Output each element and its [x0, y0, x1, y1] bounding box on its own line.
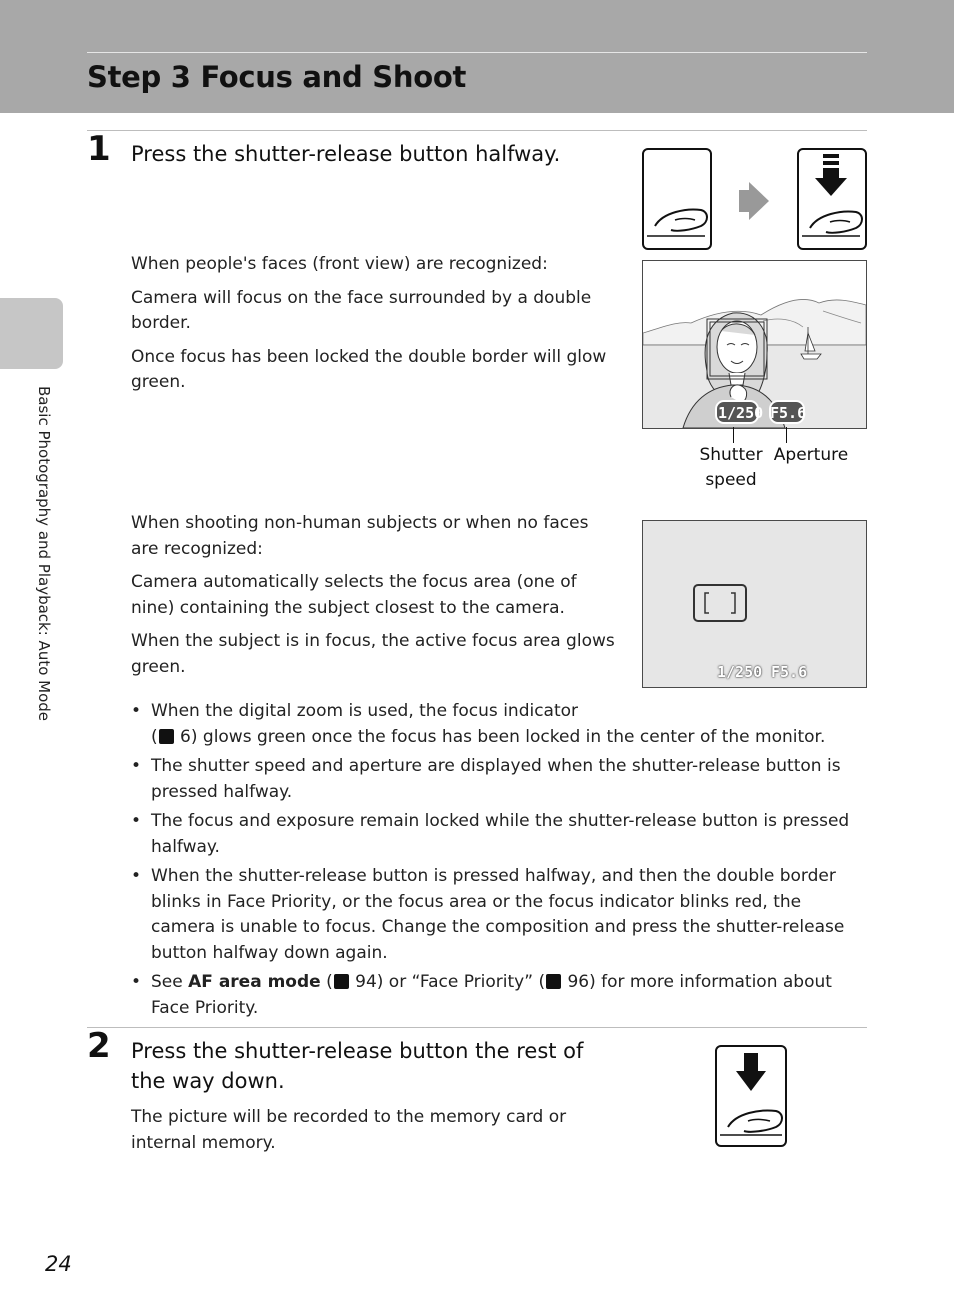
- face-shutter-readout: 1/250: [718, 404, 764, 422]
- header-band: [0, 0, 954, 113]
- note-1-text-a: When the digital zoom is used, the focus indicator: [151, 701, 579, 721]
- step2-number: 2: [87, 1026, 111, 1066]
- note-digital-zoom: [131, 699, 866, 750]
- page-title: Step 3 Focus and Shoot: [87, 60, 467, 94]
- nonface-shutter-readout: 1/250: [717, 663, 763, 681]
- button-full-press-icon: [714, 1045, 788, 1149]
- step2-body: The picture will be recorded to the memory card or internal memory.: [131, 1107, 567, 1153]
- aperture-caption: Aperture: [773, 445, 849, 465]
- note-5-text-a: See: [151, 972, 189, 992]
- note-focus-lock: • The focus and exposure remain locked while the shutter-release button is pressed halfway.: [131, 809, 866, 860]
- step2-heading: [131, 1036, 631, 1096]
- face-monitor-figure: [642, 260, 867, 429]
- portrait-scene-image: [643, 261, 866, 428]
- shutter-caption-line-2: speed: [705, 470, 757, 490]
- note-1-text-b: (: [151, 726, 158, 747]
- header-rule: [87, 52, 867, 53]
- faces-line-1: When people's faces (front view) are recognized:: [131, 254, 548, 274]
- page-reference-icon: [546, 974, 561, 989]
- faces-line-3: Once focus has been locked the double border will glow green.: [131, 346, 607, 392]
- nonface-line-3: When the subject is in focus, the active focus area glows green.: [131, 631, 615, 677]
- shutter-speed-caption: [688, 443, 774, 493]
- face-aperture-readout: F5.6: [770, 404, 807, 422]
- page-reference-icon: [159, 729, 174, 744]
- note-shutter-aperture: • The shutter speed and aperture are displayed when the shutter-release button is pressed halfway.: [131, 754, 866, 805]
- note-5-text-c: 94) or “Face Priority” (: [349, 972, 546, 992]
- note-5-text-d: 96) for more information about Face Priority.: [151, 972, 832, 1018]
- step1-heading: Press the shutter-release button halfway.: [131, 142, 561, 166]
- page-reference-icon: [334, 974, 349, 989]
- step1-rule: [87, 130, 867, 131]
- notes-list: [131, 699, 866, 1025]
- note-unable-to-focus: • When the shutter-release button is pressed halfway, and then the double border blinks in Face Priority, or the focus area or the focus indicator blinks red, the camera is unable to focus. Change the composition and press the shutter-release button halfway down again.: [131, 864, 866, 966]
- shutter-caption-line-1: Shutter: [699, 445, 763, 465]
- aperture-leader-line: [786, 427, 787, 443]
- nonface-line-1: When shooting non-human subjects or when no faces are recognized:: [131, 513, 589, 559]
- step2-heading-line-1: Press the shutter-release button the rest of: [131, 1039, 584, 1063]
- note-af-area-mode: [131, 970, 866, 1021]
- button-rest-icon: [643, 149, 711, 249]
- nonface-line-2: Camera automatically selects the focus area (one of nine) containing the subject closest to the camera.: [131, 572, 577, 618]
- faces-line-2: Camera will focus on the face surrounded by a double border.: [131, 287, 592, 333]
- focus-area-monitor-figure: [642, 520, 867, 688]
- step2-rule: [87, 1027, 867, 1028]
- note-1-text-c: 6) glows green once the focus has been locked in the center of the monitor.: [174, 726, 826, 747]
- side-tab-label: Basic Photography and Playback: Auto Mode: [35, 386, 53, 722]
- half-press-illustration: [641, 148, 869, 252]
- page-number: 24: [45, 1252, 72, 1276]
- button-halfway-icon: [798, 149, 866, 249]
- nonface-paragraph: [131, 511, 621, 688]
- shutter-leader-line: [733, 427, 734, 443]
- arrow-right-icon: [739, 182, 769, 220]
- nonface-aperture-readout: F5.6: [771, 663, 808, 681]
- faces-paragraph: [131, 252, 621, 404]
- note-5-text-b: (: [320, 972, 333, 992]
- af-area-mode-link[interactable]: AF area mode: [188, 972, 321, 992]
- step2-heading-line-2: the way down.: [131, 1069, 285, 1093]
- step1-number: 1: [87, 129, 111, 169]
- side-tab: [0, 298, 63, 369]
